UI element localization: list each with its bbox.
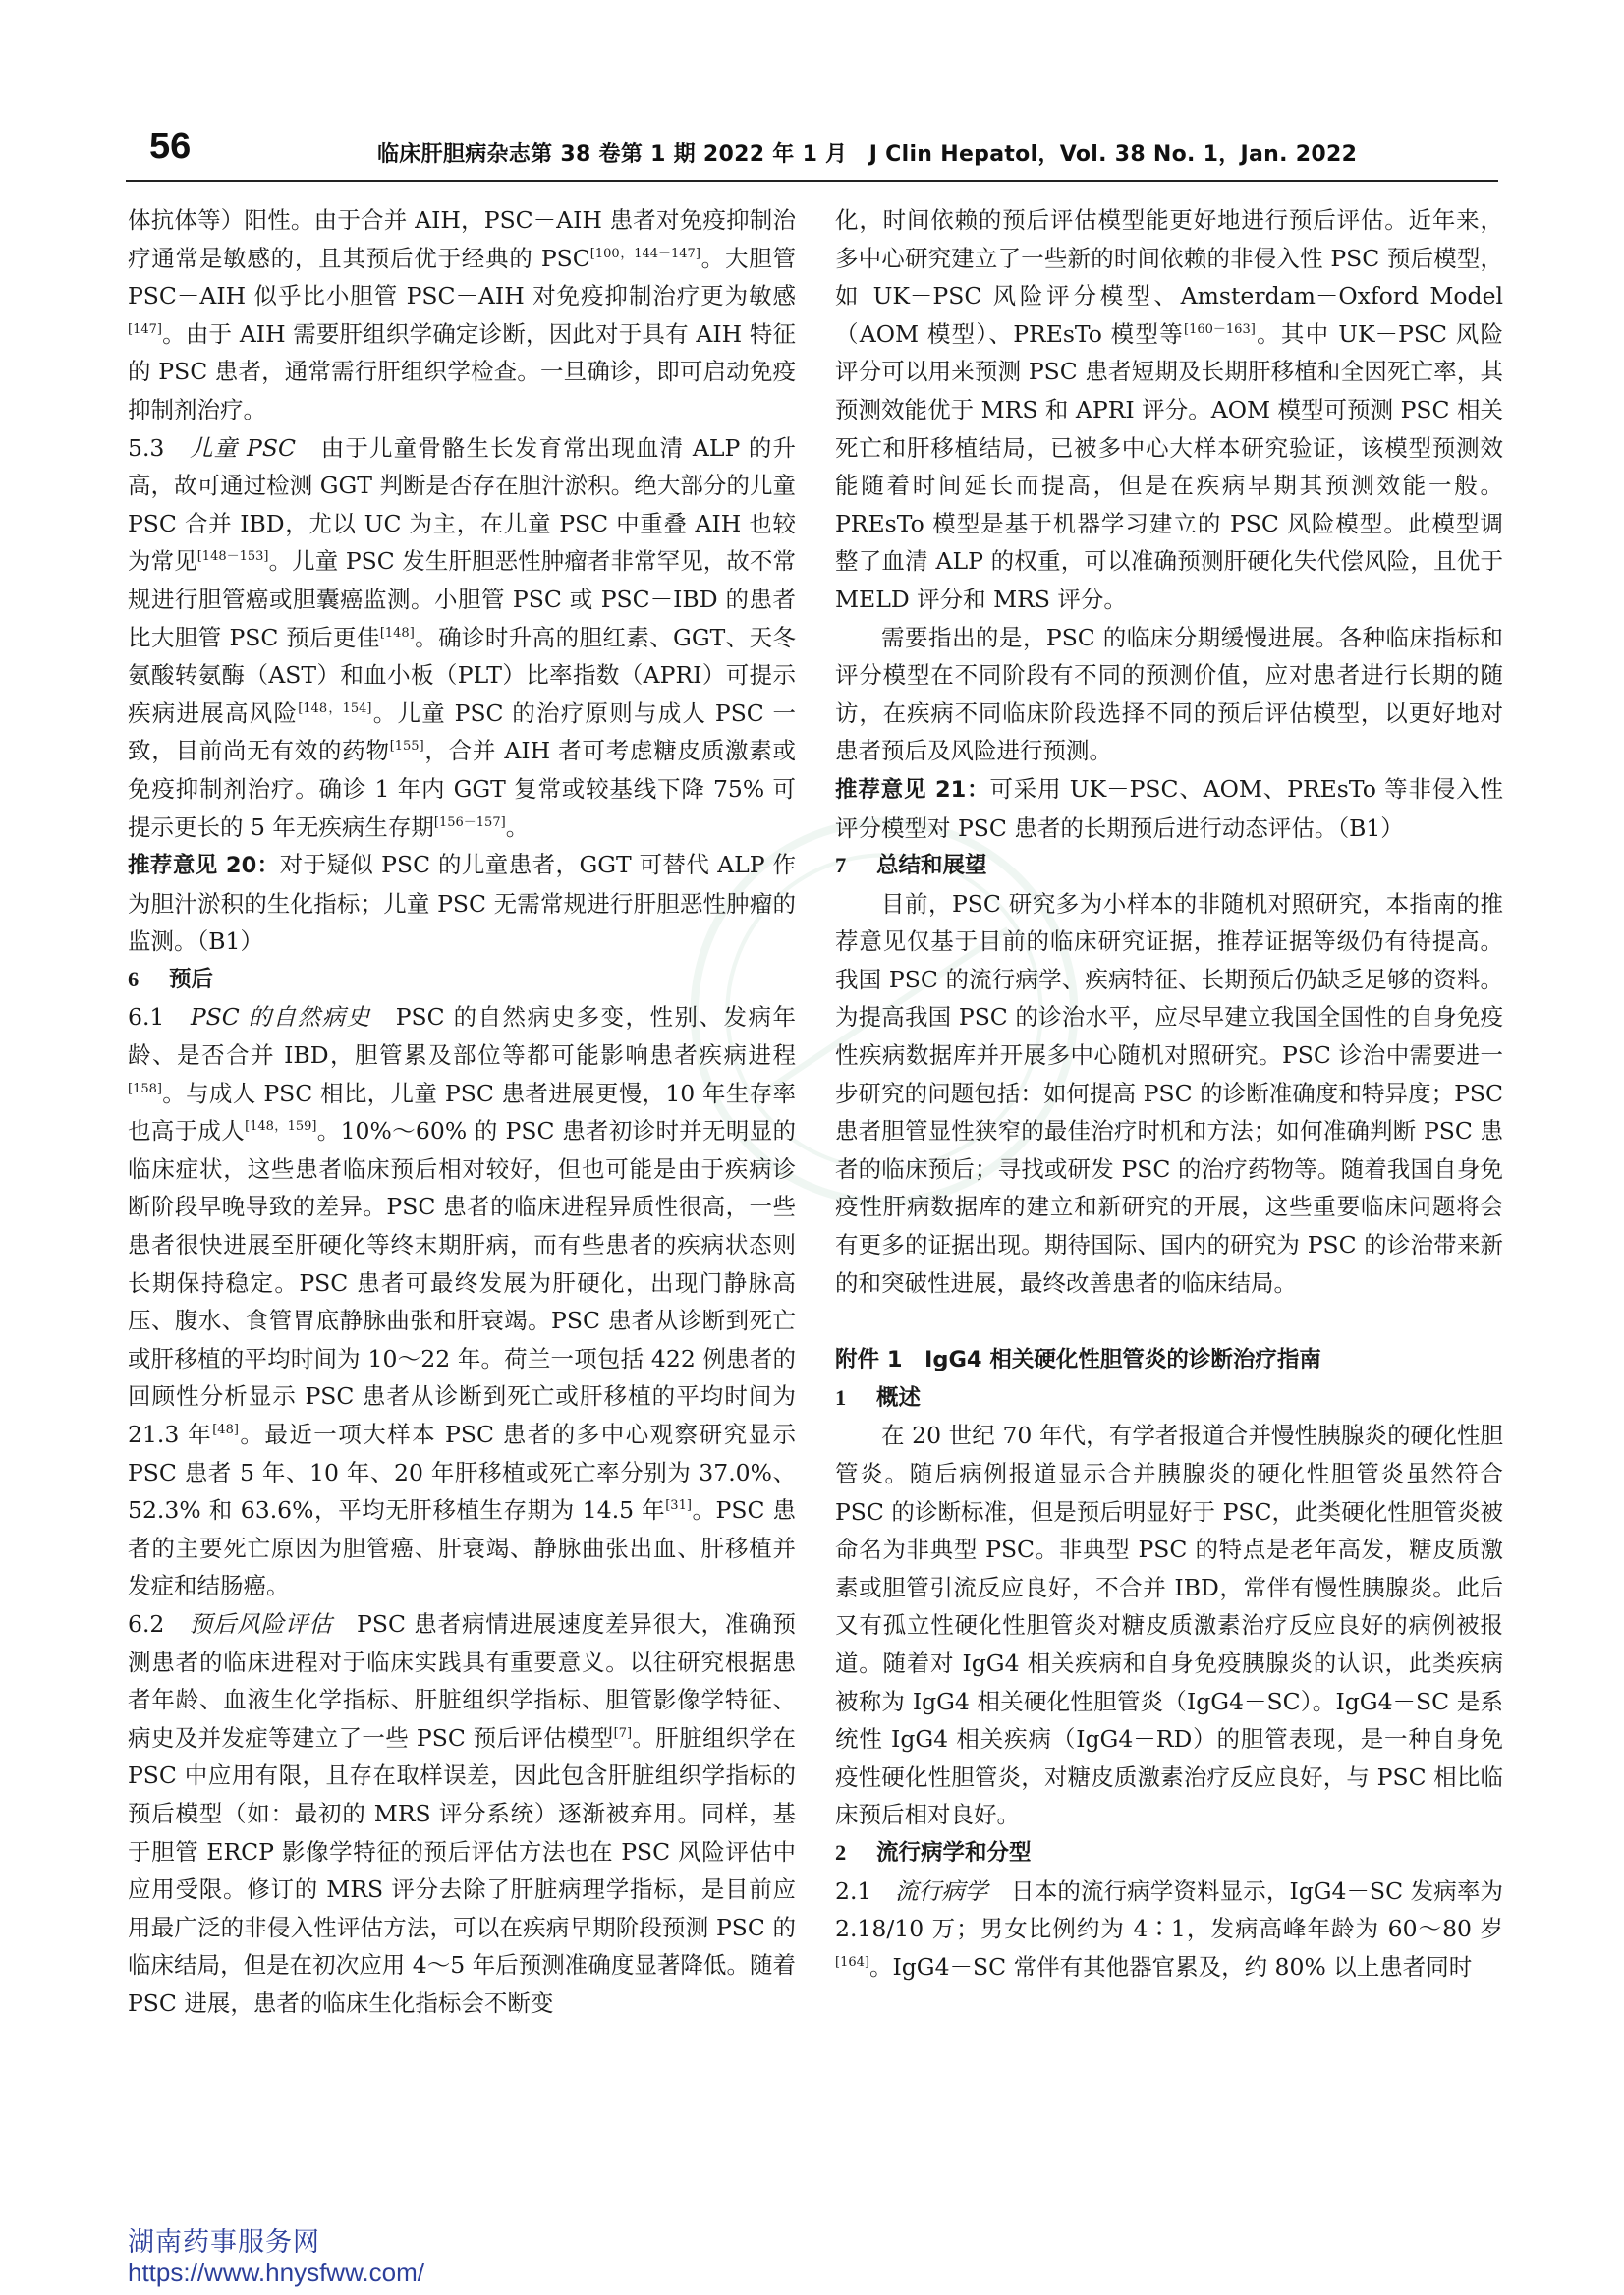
section-5-3: 5.3 儿童 PSC 由于儿童骨骼生长发育常出现血清 ALP 的升高，故可通过检测 GGT 判断是否存在胆汁淤积。绝大部分的儿童 PSC 合并 IBD，尤以 UC 为主，在儿童 PSC 中重叠 AIH 也较为常见[148－153]。儿童 PSC 发生肝胆恶性肿瘤者非常罕见，故不常规进行胆管癌或胆囊癌监测。小胆管 PSC 或 PSC－IBD 的患者比大胆管 PSC 预后更佳[148]。确诊时升高的胆红素、GGT、天冬氨酸转氨酶（AST）和血小板（PLT）比率指数（APRI）可提示疾病进展高风险[148，154]。儿童 PSC 的治疗原则与成人 PSC 一致，目前尚无有效的药物[155]，合并 AIH 者可考虑糖皮质激素或免疫抑制剂治疗。确诊 1 年内 GGT 复常或较基线下降 75% 可提示更长的 5 年无疾病生存期[156－157]。: [128, 433, 797, 841]
subsection-title: 预后风险评估: [189, 1609, 333, 1638]
citation: [148－153]: [196, 549, 269, 565]
section-heading-6: 6 预后: [128, 966, 214, 992]
section-heading-2: 2 流行病学和分型: [835, 1839, 1032, 1866]
running-header: 临床肝胆病杂志第 38 卷第 1 期 2022 年 1 月 J Clin Hepatol，Vol. 38 No. 1，Jan. 2022: [377, 142, 1358, 167]
recommendation-label: 推荐意见 20：: [128, 853, 280, 879]
site-watermark-name: 湖南药事服务网: [128, 2227, 320, 2258]
citation: [7]: [613, 1725, 633, 1741]
subsection-title: 流行病学: [895, 1876, 988, 1905]
citation: [48]: [212, 1423, 239, 1437]
left-column: [128, 201, 796, 2023]
site-watermark-url[interactable]: https://www.hnysfww.com/: [128, 2258, 424, 2287]
paragraph: 目前，PSC 研究多为小样本的非随机对照研究，本指南的推荐意见仅基于目前的临床研究证据，推荐证据等级仍有待提高。我国 PSC 的流行病学、疾病特征、长期预后仍缺乏足够的资料。为提高我国 PSC 的诊治水平，应尽早建立我国全国性的自身免疫性疾病数据库并开展多中心随机对照研究。PSC 诊治中需要进一步研究的问题包括：如何提高 PSC 的诊断准确度和特异度；PSC 患者胆管显性狭窄的最佳治疗时机和方法；如何准确判断 PSC 患者的临床预后；寻找或研发 PSC 的治疗药物等。随着我国自身免疫性肝病数据库的建立和新研究的开展，这些重要临床问题将会有更多的证据出现。期待国际、国内的研究为 PSC 的诊治带来新的和突破性进展，最终改善患者的临床结局。: [835, 889, 1503, 1297]
spacer: [835, 1302, 1503, 1341]
appendix-title: 附件 1 IgG4 相关硬化性胆管炎的诊断治疗指南: [835, 1347, 1321, 1373]
citation: [156－157]: [433, 814, 506, 830]
header-rule: [126, 180, 1498, 182]
page-number: 56: [149, 126, 192, 167]
subsection-title: PSC 的自然病史: [190, 1003, 371, 1032]
section-2-1: 2.1 流行病学 日本的流行病学资料显示，IgG4－SC 发病率为 2.18/10 万；男女比例约为 4∶1，发病高峰年龄为 60～80 岁[164]。IgG4－SC 常伴有其他器官累及，约 80% 以上患者同时: [835, 1876, 1503, 1981]
citation: [31]: [665, 1498, 692, 1514]
paragraph: 体抗体等）阳性。由于合并 AIH，PSC－AIH 患者对免疫抑制治疗通常是敏感的，且其预后优于经典的 PSC[100，144－147]。大胆管 PSC－AIH 似乎比小胆管 PSC－AIH 对免疫抑制治疗更为敏感[147]。由于 AIH 需要肝组织学确定诊断，因此对于具有 AIH 特征的 PSC 患者，通常需行肝组织学检查。一旦确诊，即可启动免疫抑制剂治疗。: [128, 206, 796, 423]
recommendation-label: 推荐意见 21：: [835, 776, 990, 803]
recommendation-20: 推荐意见 20：对于疑似 PSC 的儿童患者，GGT 可替代 ALP 作为胆汁淤积的生化指标；儿童 PSC 无需常规进行肝胆恶性肿瘤的监测。（B1）: [128, 851, 796, 956]
section-heading-7: 7 总结和展望: [835, 853, 987, 879]
subsection-title: 儿童 PSC: [190, 433, 296, 462]
citation: [147]: [128, 321, 162, 337]
right-column: [835, 201, 1503, 1986]
paragraph: 在 20 世纪 70 年代，有学者报道合并慢性胰腺炎的硬化性胆管炎。随后病例报道显示合并胰腺炎的硬化性胆管炎虽然符合 PSC 的诊断标准，但是预后明显好于 PSC，此类硬化性胆管炎被命名为非典型 PSC。非典型 PSC 的特点是老年高发，糖皮质激素或胆管引流反应良好，不合并 IBD，常伴有慢性胰腺炎。此后又有孤立性硬化性胆管炎对糖皮质激素治疗反应良好的病例被报道。随着对 IgG4 相关疾病和自身免疫胰腺炎的认识，此类疾病被称为 IgG4 相关硬化性胆管炎（IgG4－SC）。IgG4－SC 是系统性 IgG4 相关疾病（IgG4－RD）的胆管表现，是一种自身免疫性硬化性胆管炎，对糖皮质激素治疗反应良好，与 PSC 相比临床预后相对良好。: [835, 1422, 1503, 1829]
citation: [148，159]: [245, 1119, 317, 1135]
citation: [155]: [389, 739, 424, 755]
paragraph: 化，时间依赖的预后评估模型能更好地进行预后评估。近年来，多中心研究建立了一些新的时间依赖的非侵入性 PSC 预后模型，如 UK－PSC 风险评分模型、Amsterdam－Oxford Model（AOM 模型）、PREsTo 模型等[160－163]。其中 UK－PSC 风险评分可以用来预测 PSC 患者短期及长期肝移植和全因死亡率，其预测效能优于 MRS 和 APRI 评分。AOM 模型可预测 PSC 相关死亡和肝移植结局，已被多中心大样本研究验证，该模型预测效能随着时间延长而提高，但是在疾病早期其预测效能一般。PREsTo 模型是基于机器学习建立的 PSC 风险模型。此模型调整了血清 ALP 的权重，可以准确预测肝硬化失代偿风险，且优于 MELD 评分和 MRS 评分。: [835, 206, 1503, 613]
recommendation-21: 推荐意见 21：可采用 UK－PSC、AOM、PREsTo 等非侵入性评分模型对 PSC 患者的长期预后进行动态评估。（B1）: [835, 774, 1503, 842]
citation: [164]: [835, 1954, 869, 1970]
citation: [100，144－147]: [589, 246, 700, 261]
section-6-2: 6.2 预后风险评估 PSC 患者病情进展速度差异很大，准确预测患者的临床进程对于临床实践具有重要意义。以往研究根据患者年龄、血液生化学指标、肝脏组织学指标、胆管影像学特征、病史及并发症等建立了一些 PSC 预后评估模型[7]。肝脏组织学在 PSC 中应用有限，且存在取样误差，因此包含肝脏组织学指标的预后模型（如：最初的 MRS 评分系统）逐渐被弃用。同样，基于胆管 ERCP 影像学特征的预后评估方法也在 PSC 风险评估中应用受限。修订的 MRS 评分去除了肝脏病理学指标，是目前应用最广泛的非侵入性评估方法，可以在疾病早期阶段预测 PSC 的临床结局，但是在初次应用 4～5 年后预测准确度显著降低。随着 PSC 进展，患者的临床生化指标会不断变: [128, 1609, 796, 2017]
paragraph: 需要指出的是，PSC 的临床分期缓慢进展。各种临床指标和评分模型在不同阶段有不同的预测价值，应对患者进行长期的随访，在疾病不同临床阶段选择不同的预后评估模型，以更好地对患者预后及风险进行预测。: [835, 623, 1503, 765]
citation: [148，154]: [298, 700, 372, 716]
section-6-1: 6.1 PSC 的自然病史 PSC 的自然病史多变，性别、发病年龄、是否合并 IBD，胆管累及部位等都可能影响患者疾病进程[158]。与成人 PSC 相比，儿童 PSC 患者进展更慢，10 年生存率也高于成人[148，159]。10%～60% 的 PSC 患者初诊时并无明显的临床症状，这些患者临床预后相对较好，但也可能是由于疾病诊断阶段早晚导致的差异。PSC 患者的临床进程异质性很高，一些患者很快进展至肝硬化等终末期肝病，而有些患者的疾病状态则长期保持稳定。PSC 患者可最终发展为肝硬化，出现门静脉高压、腹水、食管胃底静脉曲张和肝衰竭。PSC 患者从诊断到死亡或肝移植的平均时间为 10～22 年。荷兰一项包括 422 例患者的回顾性分析显示 PSC 患者从诊断到死亡或肝移植的平均时间为 21.3 年[48]。最近一项大样本 PSC 患者的多中心观察研究显示 PSC 患者 5 年、10 年、20 年肝移植或死亡率分别为 37.0%、52.3% 和 63.6%，平均无肝移植生存期为 14.5 年[31]。PSC 患者的主要死亡原因为胆管癌、肝衰竭、静脉曲张出血、肝移植并发症和结肠癌。: [128, 1003, 796, 1600]
citation: [148]: [379, 625, 415, 641]
citation: [158]: [128, 1081, 162, 1096]
section-heading-1: 1 概述: [835, 1384, 922, 1411]
citation: [160－163]: [1184, 321, 1256, 337]
